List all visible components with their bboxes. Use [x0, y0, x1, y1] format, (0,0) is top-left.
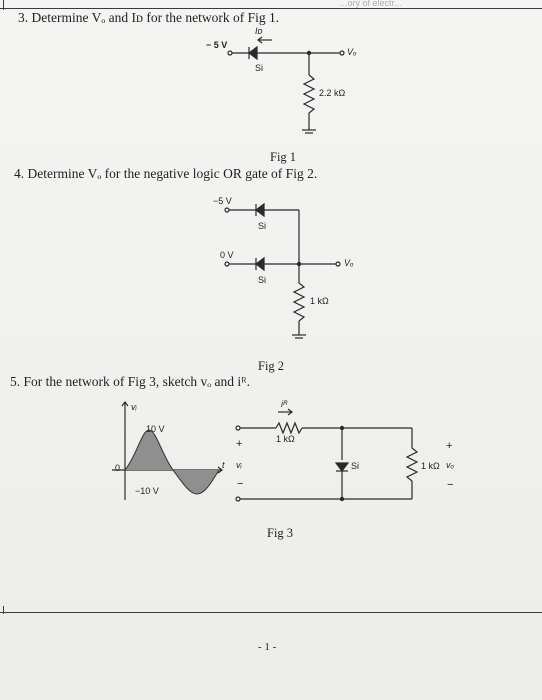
fig3-time-axis-label: t [222, 460, 225, 470]
fig3-current-label: iᴿ [281, 399, 288, 409]
fig3-peak-neg-label: −10 V [135, 486, 159, 496]
fig2-output-label: Vₒ [344, 258, 354, 268]
fig3-caption: Fig 3 [267, 526, 294, 540]
question-4: 4. Determine Vₒ for the negative logic OR gate of Fig 2. [14, 166, 318, 181]
fig3-sine-wave [125, 430, 219, 494]
fig3-peak-pos-label: 10 V [146, 424, 165, 434]
fig2-diode2-label: Si [258, 275, 267, 285]
fig2-circuit [225, 204, 340, 338]
fig1-caption: Fig 1 [270, 150, 297, 164]
fig1-output-label: Vₒ [347, 47, 357, 57]
fig3-circuit [236, 409, 417, 501]
fig3-input-label: vᵢ [236, 460, 242, 470]
fig3-output-label: vₒ [446, 460, 455, 470]
fig1-resistor-label: 2.2 kΩ [319, 88, 346, 98]
fig1-source-label: − 5 V [206, 40, 228, 50]
fig3-series-resistor [276, 423, 302, 433]
fig1-circuit [228, 37, 344, 133]
fig1-diode-label: Si [255, 63, 264, 73]
fig2-input1-label: −5 V [213, 196, 232, 206]
fig3-resistor2-label: 1 kΩ [421, 461, 440, 471]
faded-header-text: ...ory of electr... [340, 0, 402, 8]
question-3: 3. Determine Vₒ and Iᴅ for the network of Fig 1. [18, 10, 280, 25]
footer-rule [0, 612, 542, 613]
fig3-vi-axis-label: vᵢ [131, 402, 137, 412]
fig2-resistor-label: 1 kΩ [310, 296, 329, 306]
fig1-resistor-zigzag [304, 75, 314, 113]
fig3-origin-label: 0 [115, 463, 121, 473]
fig3-diode-label: Si [351, 461, 360, 471]
fig1-current-label: Iᴅ [255, 26, 263, 36]
fig2-resistor-zigzag [294, 283, 304, 321]
fig2-diode1-label: Si [258, 221, 267, 231]
footer-margin-line [3, 606, 4, 614]
fig2-caption: Fig 2 [258, 359, 285, 373]
question-5: 5. For the network of Fig 3, sketch vₒ and iᴿ. [10, 374, 251, 389]
fig3-input-minus: − [237, 478, 244, 490]
fig2-input2-label: 0 V [220, 250, 234, 260]
fig3-output-plus: + [446, 440, 453, 452]
fig3-load-resistor [407, 448, 417, 481]
fig3-resistor1-label: 1 kΩ [276, 434, 295, 444]
fig3-output-minus: − [447, 479, 454, 491]
page-number: - 1 - [258, 641, 277, 653]
fig3-input-plus: + [236, 438, 243, 450]
